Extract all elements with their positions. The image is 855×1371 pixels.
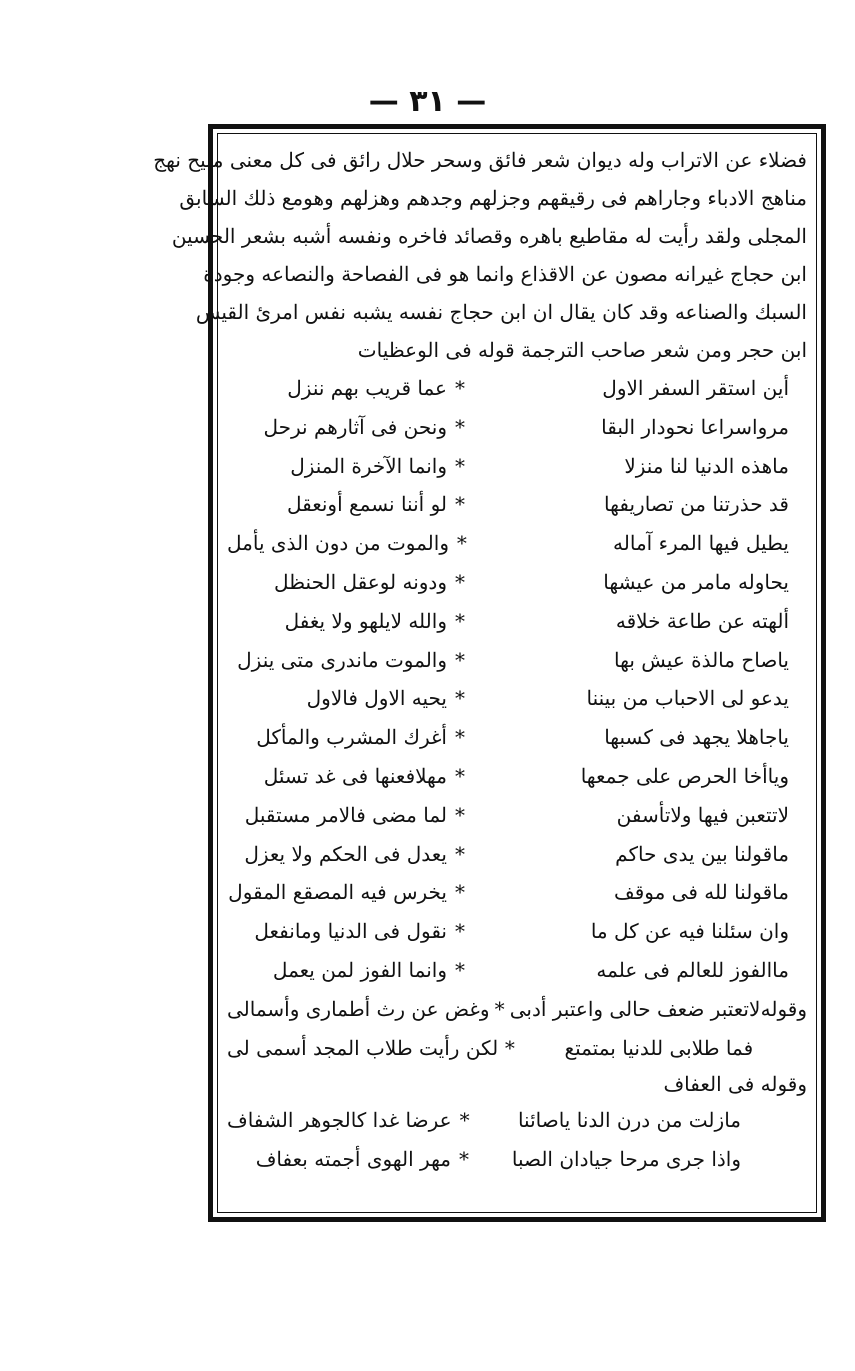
hemistich-second: لما مضى فالامر مستقبل [244, 802, 447, 827]
hemistich-first: واذا جرى مرحا جيادان الصبا [511, 1147, 741, 1172]
hemistich-second: والموت ماندرى متى ينزل [237, 647, 447, 672]
hemistich-first: ألهته عن طاعة خلاقه [615, 608, 789, 633]
hemistich-second: يحيه الاول فالاول [306, 686, 447, 711]
hemistich-second: والله لايلهو ولا يغفل [284, 608, 447, 633]
star-separator: * [455, 802, 465, 827]
intro-spacer [753, 1029, 807, 1068]
verse-row [227, 1140, 741, 1179]
hemistich-second: وانما الفوز لمن يعمل [272, 957, 447, 982]
star-separator: * [504, 1035, 515, 1060]
star-separator: * [455, 569, 465, 594]
verse-row [227, 796, 789, 835]
hemistich-second: عما قريب بهم ننزل [287, 376, 447, 400]
hemistich-second: وانما الآخرة المنزل [290, 453, 447, 478]
hemistich-second: عرضا غدا كالجوهر الشفاف [227, 1108, 452, 1133]
star-separator: * [455, 880, 465, 905]
star-separator: * [455, 376, 465, 400]
hemistich-first: وان سئلنا فيه عن كل ما [590, 919, 789, 944]
hemistich-first: ماهذه الدنيا لنا منزلا [624, 453, 789, 478]
verse-row [227, 524, 789, 563]
hemistich-first: أين استقر السفر الاول [602, 376, 789, 400]
verse-row [227, 990, 807, 1029]
hemistich-first: مازلت من درن الدنا ياصائنا [517, 1108, 741, 1133]
hemistich-second: وغض عن رث أطمارى وأسمالى [227, 996, 490, 1021]
poem-chastity [227, 1101, 807, 1179]
poem-wisdom [227, 369, 807, 990]
star-separator: * [455, 957, 465, 982]
verse-row [227, 369, 789, 408]
hemistich-second: يعدل فى الحكم ولا يعزل [244, 841, 447, 866]
hemistich-first: فما طلابى للدنيا بمتمتع [564, 1035, 754, 1060]
star-separator: * [494, 996, 505, 1021]
hemistich-first: يحاوله مامر من عيشها [603, 569, 789, 594]
prose-line: فضلاء عن الاتراب وله ديوان شعر فائق وسحر حلال رائق فى كل معنى مليح نهج [153, 148, 807, 172]
star-separator: * [455, 686, 465, 711]
hemistich-second: ودونه لوعقل الحنظل [274, 569, 447, 594]
verse-row [227, 757, 789, 796]
prose-line: ابن حجر ومن شعر صاحب الترجمة قوله فى الوعظيات [357, 338, 807, 362]
star-separator: * [455, 919, 465, 944]
verse-row [227, 641, 789, 680]
prose-line: المجلى ولقد رأيت له مقاطيع باهره وقصائد فاخره ونفسه أشبه بشعر الحسين [171, 224, 807, 248]
hemistich-second: لو أننا نسمع أونعقل [286, 492, 447, 517]
hemistich-first: ماالفوز للعالم فى علمه [596, 957, 789, 982]
hemistich-first: يدعو لى الاحباب من بيننا [586, 686, 789, 711]
verse-row [227, 873, 789, 912]
hemistich-second: أغرك المشرب والمأكل [256, 725, 447, 750]
hemistich-second: نقول فى الدنيا ومانفعل [254, 919, 447, 944]
star-separator: * [455, 492, 465, 517]
star-separator: * [455, 763, 465, 788]
star-separator: * [455, 453, 465, 478]
poem-adab [227, 990, 807, 1068]
prose-line: ابن حجاج غيرانه مصون عن الاقذاع وانما هو فى الفصاحة والنصاعه وجودة [203, 262, 807, 286]
hemistich-first: ياصاح مالذة عيش بها [614, 647, 789, 672]
verse-row [227, 447, 789, 486]
star-separator: * [455, 725, 465, 750]
verse-row [227, 408, 789, 447]
verse-row [227, 835, 789, 874]
verse-row [227, 718, 789, 757]
hemistich-second: مهلافعنها فى غد تسئل [263, 763, 447, 788]
hemistich-second: ونحن فى آثارهم نرحل [263, 414, 447, 439]
star-separator: * [455, 647, 465, 672]
verse-row [227, 912, 789, 951]
hemistich-second: يخرس فيه المصقع المقول [228, 880, 447, 905]
hemistich-second: مهر الهوى أجمته بعفاف [255, 1147, 451, 1172]
hemistich-first: لاتتعبن فيها ولاتأسفن [616, 802, 789, 827]
page-frame [153, 124, 826, 1222]
hemistich-first: يطيل فيها المرء آماله [613, 531, 789, 556]
hemistich-first: وياأخا الحرص على جمعها [580, 763, 789, 788]
hemistich-first: ياجاهلا يجهد فى كسبها [604, 725, 789, 750]
page-number: — ٣١ — [368, 84, 487, 119]
prose-line: السبك والصناعه وقد كان يقال ان ابن حجاج نفسه يشبه نفس امرئ القيس [195, 300, 807, 324]
page-content [153, 141, 807, 1179]
verse-row [227, 1101, 741, 1140]
star-separator: * [455, 414, 465, 439]
hemistich-first: ماقولنا بين يدى حاكم [615, 841, 789, 866]
star-separator: * [455, 608, 465, 633]
section-heading: وقوله فى العفاف [663, 1072, 807, 1097]
verse-row [227, 1029, 807, 1068]
star-separator: * [456, 531, 467, 556]
intro-label: وقوله [760, 996, 807, 1021]
hemistich-first: ماقولنا لله فى موقف [614, 880, 789, 905]
verse-row [227, 563, 789, 602]
verse-row [227, 951, 789, 990]
verse-row [227, 602, 789, 641]
star-separator: * [459, 1108, 470, 1133]
star-separator: * [459, 1147, 469, 1172]
prose-line: مناهج الادباء وجاراهم فى رقيقهم وجزلهم وجدهم وهزلهم وهومع ذلك السابق [179, 186, 807, 210]
hemistich-second: والموت من دون الذى يأمل [227, 531, 449, 556]
hemistich-first: لاتعتبر ضعف حالى واعتبر أدبى [509, 996, 761, 1021]
verse-row [227, 485, 789, 524]
verse-row [227, 679, 789, 718]
hemistich-second: لكن رأيت طلاب المجد أسمى لى [227, 1035, 499, 1060]
hemistich-first: قد حذرتنا من تصاريفها [604, 492, 789, 517]
star-separator: * [455, 841, 465, 866]
hemistich-first: مرواسراعا نحودار البقا [601, 414, 789, 439]
